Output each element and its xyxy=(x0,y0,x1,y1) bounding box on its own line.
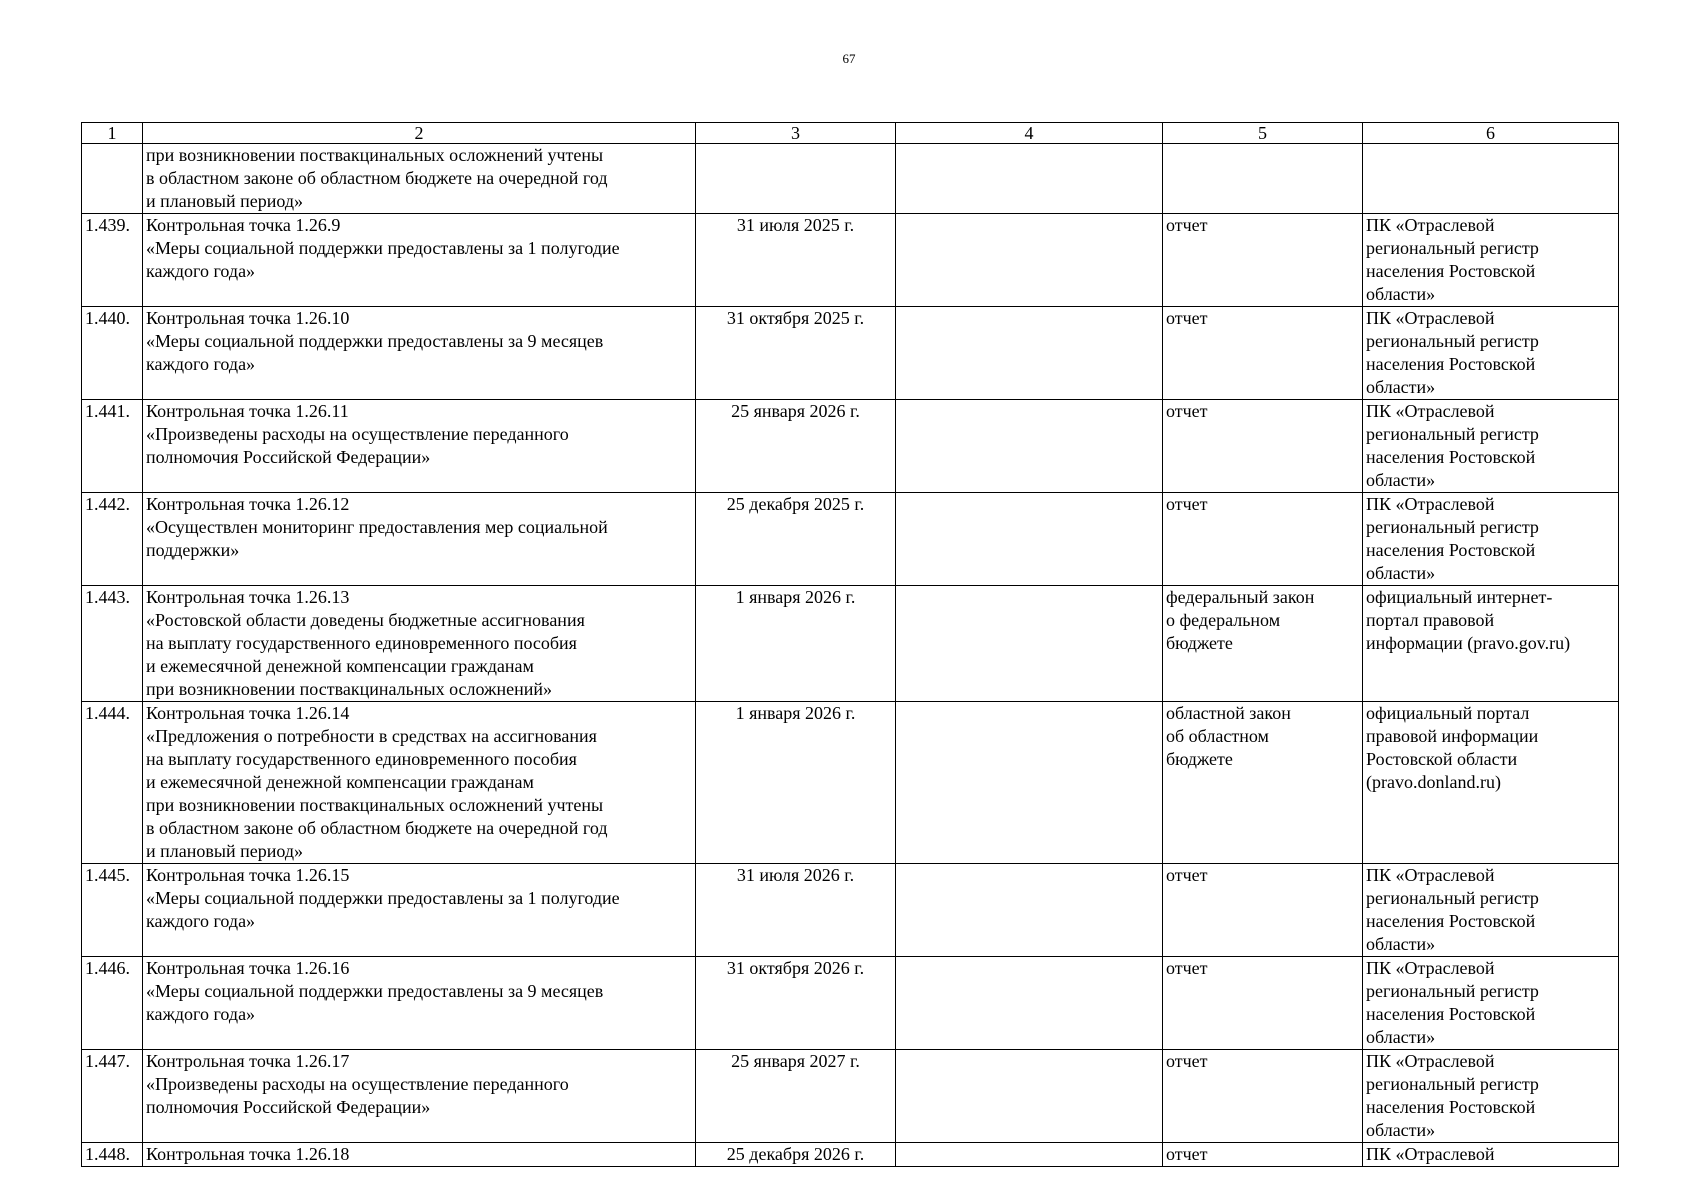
document-type-line: областной закон xyxy=(1166,703,1291,723)
row-number-cell xyxy=(82,144,143,214)
document-type-line: о федеральном xyxy=(1166,610,1281,630)
document-type-cell xyxy=(1163,307,1363,400)
description-cell xyxy=(143,702,696,864)
row-number-cell: 1.444. xyxy=(82,702,143,864)
date-cell: 1 января 2026 г. xyxy=(696,586,896,702)
source-line: официальный интернет- xyxy=(1366,587,1553,607)
source-cell xyxy=(1363,144,1619,214)
source-cell xyxy=(1363,1143,1619,1167)
responsible-cell xyxy=(896,586,1163,702)
document-type-cell xyxy=(1163,214,1363,307)
description-line: Контрольная точка 1.26.18 xyxy=(146,1144,350,1164)
document-type-line: отчет xyxy=(1166,1051,1208,1071)
date-cell: 25 декабря 2026 г. xyxy=(696,1143,896,1167)
document-type-line: об областном xyxy=(1166,726,1269,746)
description-line: Контрольная точка 1.26.14 xyxy=(146,703,350,723)
row-number-cell: 1.439. xyxy=(82,214,143,307)
source-line: населения Ростовской xyxy=(1366,1004,1536,1024)
source-line: региональный регистр xyxy=(1366,517,1539,537)
source-line: официальный портал xyxy=(1366,703,1530,723)
source-line: области» xyxy=(1366,934,1436,954)
document-type-cell xyxy=(1163,493,1363,586)
document-type-cell xyxy=(1163,702,1363,864)
description-line: в областном законе об областном бюджете на очередной год xyxy=(146,818,608,838)
table-row xyxy=(82,957,1619,1050)
source-cell xyxy=(1363,493,1619,586)
control-points-table xyxy=(81,122,1619,1167)
document-type-cell xyxy=(1163,864,1363,957)
document-type-line: отчет xyxy=(1166,308,1208,328)
date-cell: 31 июля 2025 г. xyxy=(696,214,896,307)
document-type-cell xyxy=(1163,1143,1363,1167)
document-type-line: отчет xyxy=(1166,865,1208,885)
description-line: «Ростовской области доведены бюджетные ассигнования xyxy=(146,610,585,630)
table-row xyxy=(82,1050,1619,1143)
responsible-cell xyxy=(896,1050,1163,1143)
description-line: Контрольная точка 1.26.13 xyxy=(146,587,350,607)
source-line: региональный регистр xyxy=(1366,888,1539,908)
source-cell xyxy=(1363,400,1619,493)
date-cell: 31 июля 2026 г. xyxy=(696,864,896,957)
source-line: региональный регистр xyxy=(1366,331,1539,351)
description-line: при возникновении поствакцинальных осложнений» xyxy=(146,679,553,699)
source-line: Ростовской области xyxy=(1366,749,1518,769)
source-cell xyxy=(1363,1050,1619,1143)
source-line: ПК «Отраслевой xyxy=(1366,401,1495,421)
source-line: области» xyxy=(1366,1120,1436,1140)
source-line: населения Ростовской xyxy=(1366,447,1536,467)
description-line: Контрольная точка 1.26.9 xyxy=(146,215,341,235)
source-line: информации (pravo.gov.ru) xyxy=(1366,633,1571,653)
description-line: на выплату государственного единовременного пособия xyxy=(146,633,577,653)
date-cell: 1 января 2026 г. xyxy=(696,702,896,864)
column-header: 6 xyxy=(1363,123,1619,144)
description-line: каждого года» xyxy=(146,354,256,374)
source-line: ПК «Отраслевой xyxy=(1366,494,1495,514)
document-type-line: федеральный закон xyxy=(1166,587,1315,607)
table-row xyxy=(82,586,1619,702)
document-type-line: отчет xyxy=(1166,401,1208,421)
description-line: и ежемесячной денежной компенсации гражданам xyxy=(146,656,534,676)
description-line: «Осуществлен мониторинг предоставления мер социальной xyxy=(146,517,608,537)
table-row xyxy=(82,702,1619,864)
source-cell xyxy=(1363,307,1619,400)
responsible-cell xyxy=(896,864,1163,957)
description-line: в областном законе об областном бюджете на очередной год xyxy=(146,168,608,188)
column-header: 4 xyxy=(896,123,1163,144)
row-number-cell: 1.446. xyxy=(82,957,143,1050)
column-header: 3 xyxy=(696,123,896,144)
description-cell xyxy=(143,493,696,586)
date-cell: 25 января 2027 г. xyxy=(696,1050,896,1143)
row-number-cell: 1.443. xyxy=(82,586,143,702)
description-line: «Произведены расходы на осуществление переданного xyxy=(146,1074,569,1094)
column-header: 5 xyxy=(1163,123,1363,144)
document-type-cell xyxy=(1163,400,1363,493)
source-line: ПК «Отраслевой xyxy=(1366,1144,1495,1164)
responsible-cell xyxy=(896,214,1163,307)
description-cell xyxy=(143,864,696,957)
responsible-cell xyxy=(896,1143,1163,1167)
responsible-cell xyxy=(896,493,1163,586)
description-line: на выплату государственного единовременного пособия xyxy=(146,749,577,769)
source-line: области» xyxy=(1366,470,1436,490)
source-line: населения Ростовской xyxy=(1366,911,1536,931)
continuation-row xyxy=(82,144,1619,214)
document-type-line: отчет xyxy=(1166,494,1208,514)
source-line: ПК «Отраслевой xyxy=(1366,308,1495,328)
source-line: (pravo.donland.ru) xyxy=(1366,772,1501,792)
description-line: поддержки» xyxy=(146,540,240,560)
date-cell: 31 октября 2025 г. xyxy=(696,307,896,400)
description-line: «Меры социальной поддержки предоставлены за 9 месяцев xyxy=(146,981,604,1001)
source-cell xyxy=(1363,214,1619,307)
table-row xyxy=(82,493,1619,586)
source-line: правовой информации xyxy=(1366,726,1539,746)
responsible-cell xyxy=(896,400,1163,493)
description-line: при возникновении поствакцинальных осложнений учтены xyxy=(146,795,604,815)
source-cell xyxy=(1363,957,1619,1050)
description-cell xyxy=(143,1050,696,1143)
document-type-line: бюджете xyxy=(1166,633,1233,653)
description-cell xyxy=(143,586,696,702)
row-number-cell: 1.445. xyxy=(82,864,143,957)
description-line: полномочия Российской Федерации» xyxy=(146,447,431,467)
description-line: Контрольная точка 1.26.17 xyxy=(146,1051,350,1071)
table-row xyxy=(82,307,1619,400)
responsible-cell xyxy=(896,702,1163,864)
description-cell xyxy=(143,400,696,493)
source-line: населения Ростовской xyxy=(1366,540,1536,560)
description-line: «Меры социальной поддержки предоставлены за 9 месяцев xyxy=(146,331,604,351)
source-line: ПК «Отраслевой xyxy=(1366,1051,1495,1071)
description-cell xyxy=(143,144,696,214)
description-line: полномочия Российской Федерации» xyxy=(146,1097,431,1117)
source-line: региональный регистр xyxy=(1366,238,1539,258)
document-type-line: отчет xyxy=(1166,958,1208,978)
description-line: Контрольная точка 1.26.10 xyxy=(146,308,350,328)
row-number-cell: 1.447. xyxy=(82,1050,143,1143)
responsible-cell xyxy=(896,307,1163,400)
header-row xyxy=(82,123,1619,144)
column-header: 2 xyxy=(143,123,696,144)
source-line: ПК «Отраслевой xyxy=(1366,958,1495,978)
table-row xyxy=(82,214,1619,307)
description-line: каждого года» xyxy=(146,261,256,281)
document-type-cell xyxy=(1163,586,1363,702)
description-line: Контрольная точка 1.26.15 xyxy=(146,865,350,885)
description-line: каждого года» xyxy=(146,911,256,931)
source-line: населения Ростовской xyxy=(1366,1097,1536,1117)
source-line: населения Ростовской xyxy=(1366,354,1536,374)
description-line: «Предложения о потребности в средствах на ассигнования xyxy=(146,726,597,746)
source-line: портал правовой xyxy=(1366,610,1495,630)
description-line: и ежемесячной денежной компенсации гражданам xyxy=(146,772,534,792)
source-cell xyxy=(1363,702,1619,864)
page-number: 67 xyxy=(842,51,856,66)
responsible-cell xyxy=(896,957,1163,1050)
row-number-cell: 1.441. xyxy=(82,400,143,493)
document-type-cell xyxy=(1163,957,1363,1050)
description-cell xyxy=(143,307,696,400)
document-type-cell xyxy=(1163,144,1363,214)
source-line: населения Ростовской xyxy=(1366,261,1536,281)
row-number-cell: 1.442. xyxy=(82,493,143,586)
description-cell xyxy=(143,214,696,307)
source-line: области» xyxy=(1366,1027,1436,1047)
row-number-cell: 1.440. xyxy=(82,307,143,400)
source-line: области» xyxy=(1366,284,1436,304)
source-line: региональный регистр xyxy=(1366,1074,1539,1094)
table-row xyxy=(82,400,1619,493)
description-line: «Произведены расходы на осуществление переданного xyxy=(146,424,569,444)
description-cell xyxy=(143,957,696,1050)
date-cell: 25 декабря 2025 г. xyxy=(696,493,896,586)
date-cell: 25 января 2026 г. xyxy=(696,400,896,493)
description-line: Контрольная точка 1.26.11 xyxy=(146,401,349,421)
column-header: 1 xyxy=(82,123,143,144)
document-type-line: отчет xyxy=(1166,215,1208,235)
description-line: Контрольная точка 1.26.12 xyxy=(146,494,350,514)
description-line: «Меры социальной поддержки предоставлены за 1 полугодие xyxy=(146,888,620,908)
description-line: Контрольная точка 1.26.16 xyxy=(146,958,350,978)
date-cell: 31 октября 2026 г. xyxy=(696,957,896,1050)
document-type-cell xyxy=(1163,1050,1363,1143)
row-number-cell: 1.448. xyxy=(82,1143,143,1167)
source-line: области» xyxy=(1366,377,1436,397)
table-row xyxy=(82,864,1619,957)
source-cell xyxy=(1363,586,1619,702)
document-type-line: бюджете xyxy=(1166,749,1233,769)
source-line: региональный регистр xyxy=(1366,981,1539,1001)
source-line: региональный регистр xyxy=(1366,424,1539,444)
description-line: и плановый период» xyxy=(146,191,303,211)
source-line: области» xyxy=(1366,563,1436,583)
source-cell xyxy=(1363,864,1619,957)
table-row xyxy=(82,1143,1619,1167)
source-line: ПК «Отраслевой xyxy=(1366,215,1495,235)
description-line: каждого года» xyxy=(146,1004,256,1024)
responsible-cell xyxy=(896,144,1163,214)
date-cell xyxy=(696,144,896,214)
description-line: и плановый период» xyxy=(146,841,303,861)
description-line: «Меры социальной поддержки предоставлены за 1 полугодие xyxy=(146,238,620,258)
document-type-line: отчет xyxy=(1166,1144,1208,1164)
source-line: ПК «Отраслевой xyxy=(1366,865,1495,885)
description-line: при возникновении поствакцинальных осложнений учтены xyxy=(146,145,604,165)
description-cell xyxy=(143,1143,696,1167)
